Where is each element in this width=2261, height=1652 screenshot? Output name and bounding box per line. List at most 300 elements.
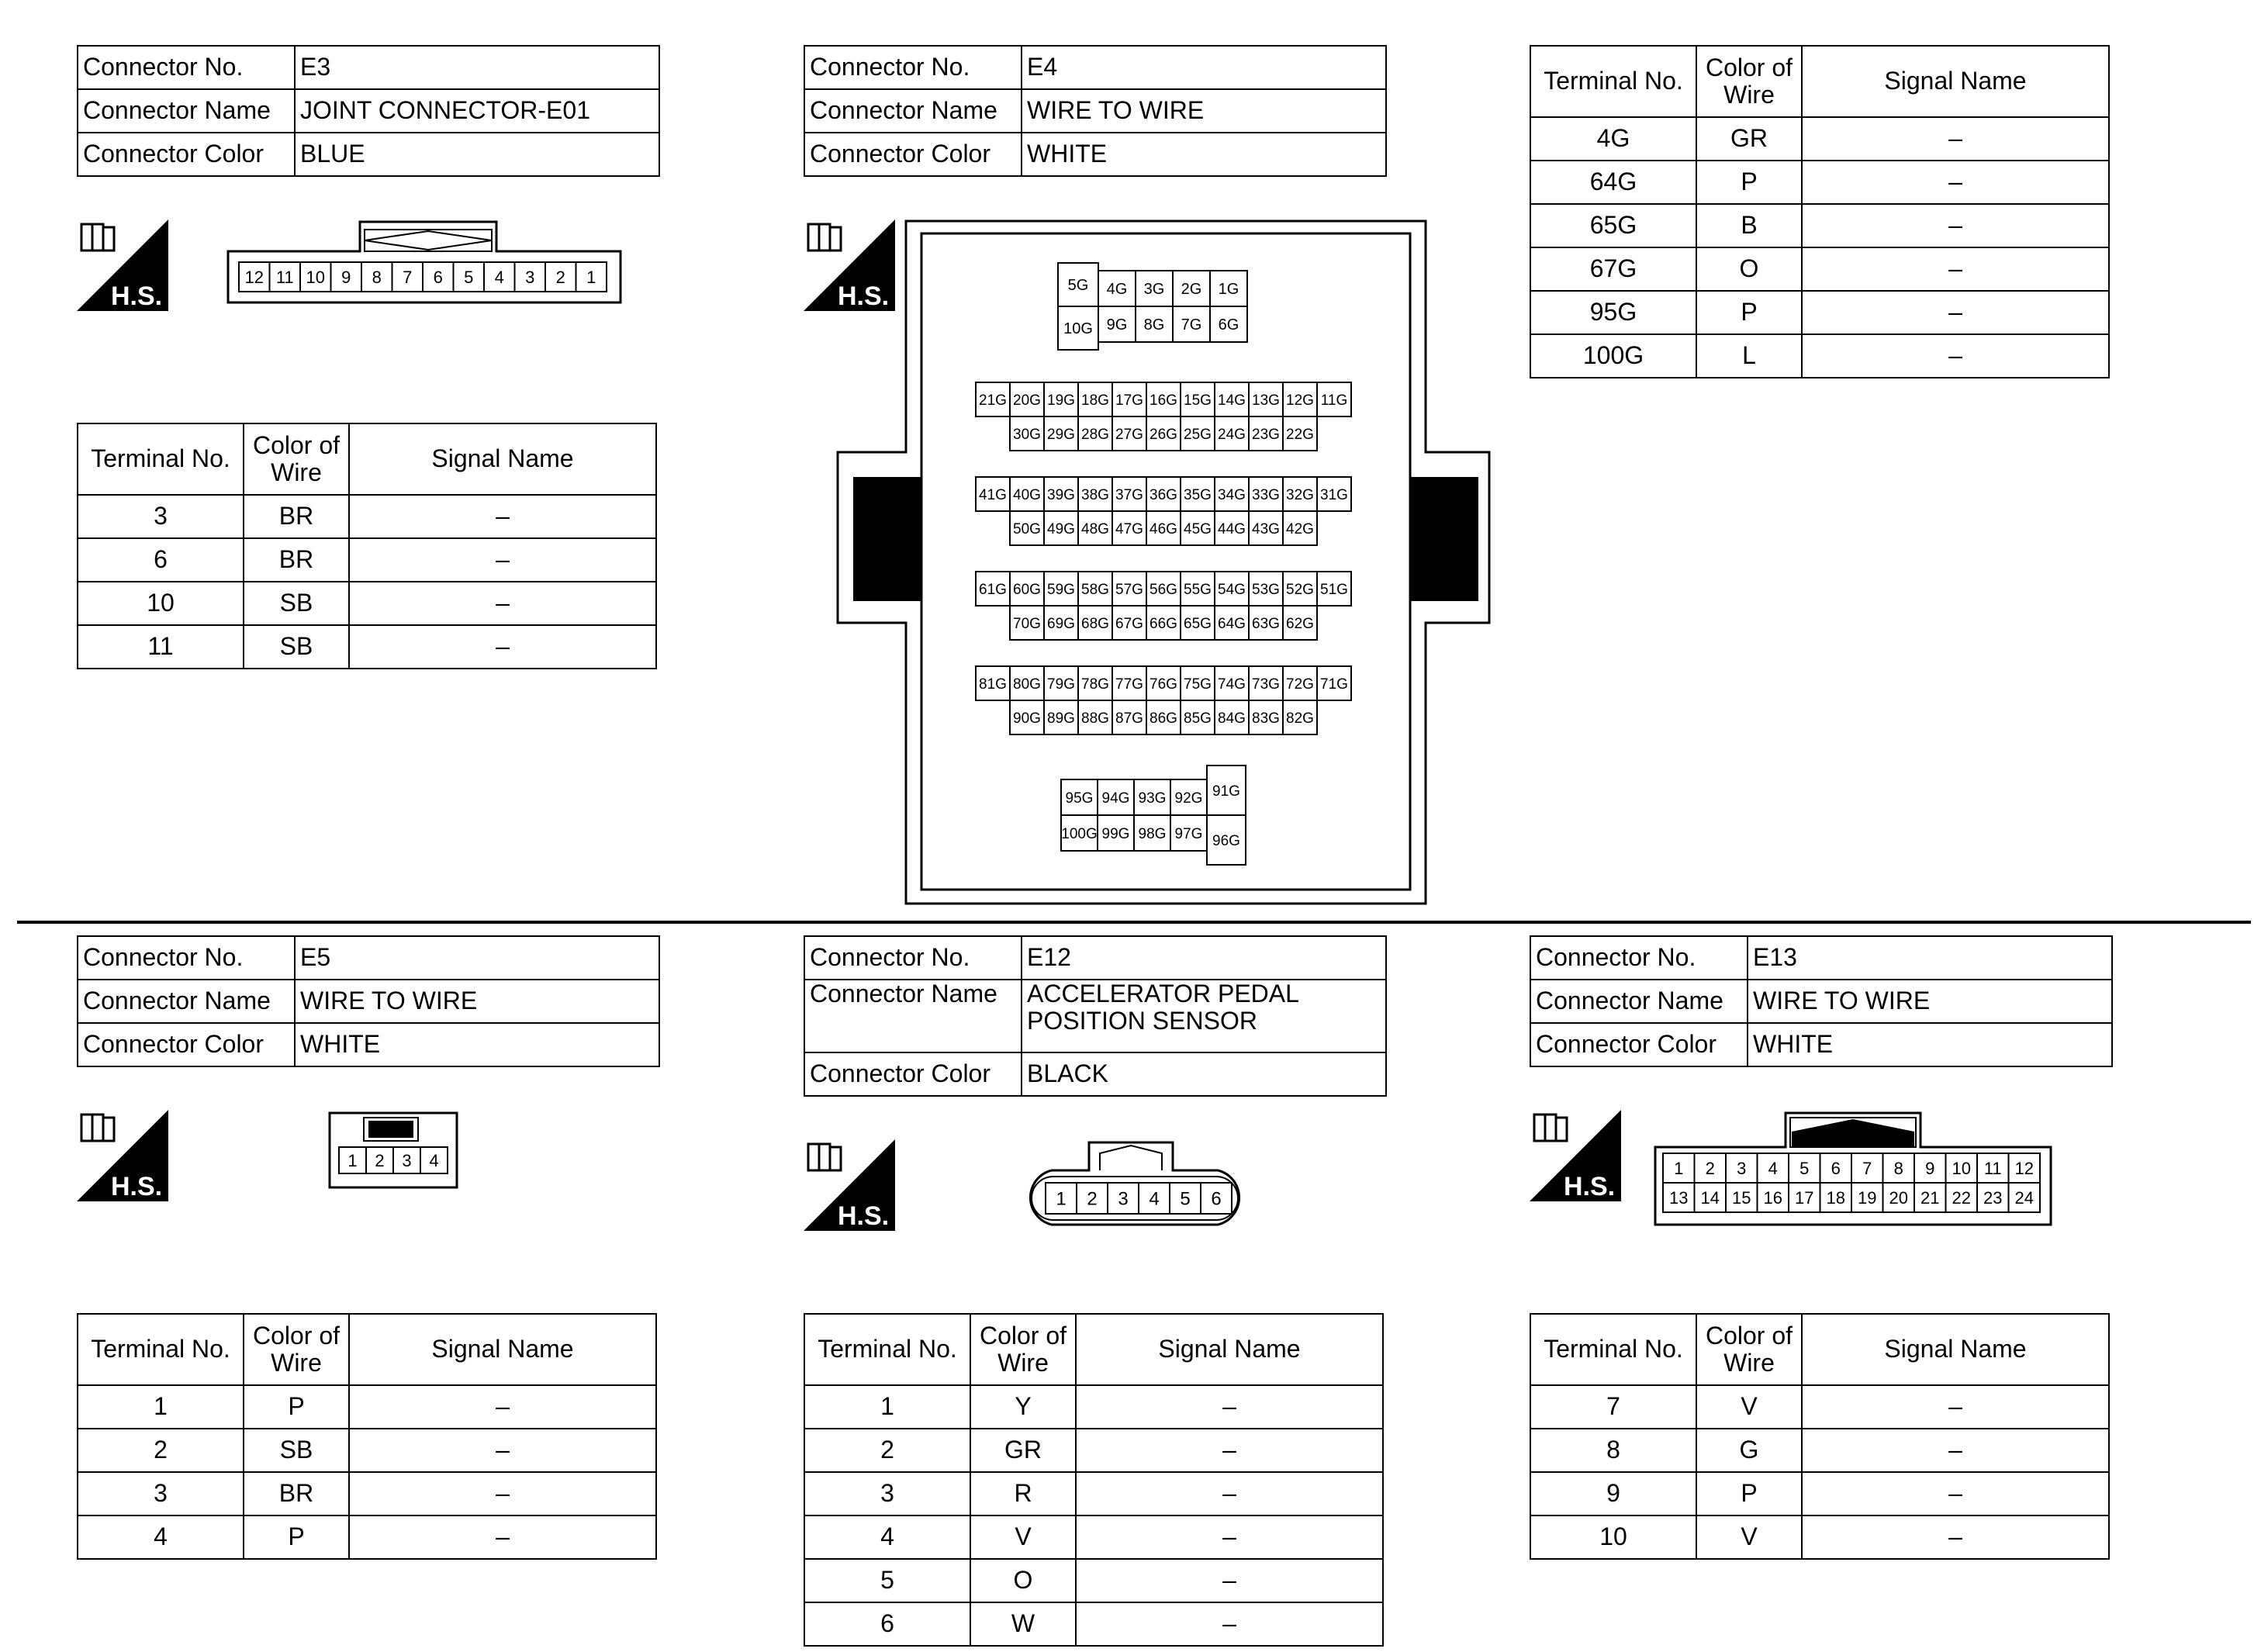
pin-label: 87G: [1115, 710, 1143, 727]
e3-info-table: [77, 45, 660, 177]
pin-label: 61G: [979, 581, 1007, 598]
e12-info-table: [804, 935, 1387, 1097]
pin-label: 5G: [1067, 277, 1089, 295]
pin-label: 18: [1826, 1187, 1845, 1208]
connector-no-value: E13: [1748, 936, 2112, 980]
harness-side-icon: [1530, 1110, 1621, 1201]
table-row: [1530, 1472, 2109, 1515]
table-row: [1530, 204, 2109, 247]
terminal-cell: 9: [1530, 1472, 1696, 1515]
table-header-row: [804, 1314, 1383, 1385]
connector-name-value: WIRE TO WIRE: [1748, 980, 2112, 1023]
pin-label: 88G: [1081, 710, 1109, 727]
table-row: [78, 1429, 656, 1472]
terminal-no-header: Terminal No.: [804, 1314, 970, 1385]
pin-label: 22G: [1286, 426, 1314, 443]
pin-label: 22: [1952, 1187, 1971, 1208]
connector-no-value: E4: [1022, 46, 1386, 89]
info-row: [804, 980, 1386, 1052]
connector-name-line: POSITION SENSOR: [1027, 1007, 1257, 1035]
pin-label: 33G: [1252, 486, 1280, 503]
connector-color-value: WHITE: [295, 1023, 659, 1066]
pin-label: 36G: [1150, 486, 1177, 503]
table-row: [804, 1472, 1383, 1515]
info-row: [804, 46, 1386, 89]
pin-label: 57G: [1115, 581, 1143, 598]
connector-name-label: Connector Name: [1530, 980, 1748, 1023]
terminal-cell: 3: [78, 1472, 244, 1515]
pin-label: 63G: [1252, 615, 1280, 632]
terminal-cell: 4G: [1530, 117, 1696, 161]
e13-connector-face: [1654, 1111, 2052, 1226]
harness-side-icon: [77, 219, 168, 311]
table-row: [1530, 1515, 2109, 1559]
pin-label: 1G: [1218, 281, 1239, 299]
connector-no-label: Connector No.: [78, 46, 295, 89]
connector-color-label: Connector Color: [804, 133, 1022, 176]
pin-label: 4G: [1106, 281, 1128, 299]
pin-label: 62G: [1286, 615, 1314, 632]
pin-label: 3: [402, 1150, 412, 1170]
pin-label: 55G: [1184, 581, 1212, 598]
terminal-cell: 11: [78, 625, 244, 669]
signal-cell: –: [349, 1429, 656, 1472]
terminal-cell: 3: [804, 1472, 970, 1515]
pin-label: 4: [494, 267, 504, 287]
table-row: [78, 1515, 656, 1559]
wire-cell: SB: [244, 625, 349, 669]
terminal-cell: 10: [1530, 1515, 1696, 1559]
pin-label: 84G: [1218, 710, 1246, 727]
pin-label: 6: [1831, 1158, 1841, 1178]
terminal-cell: 8: [1530, 1429, 1696, 1472]
info-row: [78, 133, 659, 176]
pin-label: 19: [1858, 1187, 1877, 1208]
e13-info-table: [1530, 935, 2113, 1067]
pin-label: 35G: [1184, 486, 1212, 503]
table-header-row: [78, 423, 656, 495]
pin-label: 3: [1118, 1188, 1129, 1210]
terminal-cell: 6: [78, 538, 244, 582]
pin-label: 73G: [1252, 676, 1280, 693]
info-row: [78, 936, 659, 980]
info-row: [804, 133, 1386, 176]
table-row: [804, 1559, 1383, 1602]
pin-label: 1: [586, 267, 596, 287]
wire-color-header: Color of Wire: [1696, 46, 1802, 117]
pin-label: 18G: [1081, 392, 1109, 409]
pin-label: 74G: [1218, 676, 1246, 693]
pin-label: 52G: [1286, 581, 1314, 598]
info-row: [78, 89, 659, 133]
pin-label: 16: [1763, 1187, 1782, 1208]
pin-label: 92G: [1174, 790, 1203, 807]
pin-label: 40G: [1013, 486, 1041, 503]
signal-name-header: Signal Name: [1076, 1314, 1383, 1385]
pin-label: 56G: [1150, 581, 1177, 598]
pin-label: 5: [1799, 1158, 1810, 1178]
signal-name-header: Signal Name: [1802, 46, 2109, 117]
pin-label: 6: [433, 267, 443, 287]
pin-label: 64G: [1218, 615, 1246, 632]
signal-cell: –: [1076, 1472, 1383, 1515]
pin-label: 21G: [979, 392, 1007, 409]
pin-label: 32G: [1286, 486, 1314, 503]
pin-label: 20G: [1013, 392, 1041, 409]
wire-cell: R: [970, 1472, 1076, 1515]
pin-label: 99G: [1101, 825, 1130, 842]
terminal-cell: 65G: [1530, 204, 1696, 247]
signal-cell: –: [1802, 334, 2109, 378]
wire-cell: V: [1696, 1385, 1802, 1429]
wire-cell: V: [1696, 1515, 1802, 1559]
table-header-row: [1530, 1314, 2109, 1385]
wire-color-header: Color of Wire: [244, 423, 349, 495]
pin-label: 2G: [1181, 281, 1202, 299]
pin-label: 6: [1211, 1188, 1222, 1210]
terminal-cell: 2: [804, 1429, 970, 1472]
pin-label: 51G: [1320, 581, 1348, 598]
pin-label: 66G: [1150, 615, 1177, 632]
info-row: [78, 1023, 659, 1066]
pin-label: 41G: [979, 486, 1007, 503]
pin-label: 15G: [1184, 392, 1212, 409]
pin-label: 4: [1768, 1158, 1778, 1178]
signal-cell: –: [349, 1515, 656, 1559]
signal-cell: –: [349, 1385, 656, 1429]
pin-label: 67G: [1115, 615, 1143, 632]
harness-side-icon: [804, 1139, 895, 1231]
table-header-row: [78, 1314, 656, 1385]
table-row: [1530, 1385, 2109, 1429]
pin-label: 30G: [1013, 426, 1041, 443]
signal-name-header: Signal Name: [1802, 1314, 2109, 1385]
pin-label: 53G: [1252, 581, 1280, 598]
pin-label: 10G: [1063, 320, 1093, 338]
pin-label: 42G: [1286, 520, 1314, 537]
signal-cell: –: [1076, 1385, 1383, 1429]
wire-cell: BR: [244, 1472, 349, 1515]
terminal-cell: 5: [804, 1559, 970, 1602]
terminal-no-header: Terminal No.: [1530, 46, 1696, 117]
connector-color-value: WHITE: [1748, 1023, 2112, 1066]
connector-no-label: Connector No.: [804, 936, 1022, 980]
e5-connector-face: [328, 1111, 458, 1189]
pin-label: 44G: [1218, 520, 1246, 537]
signal-cell: –: [349, 582, 656, 625]
pin-label: 19G: [1047, 392, 1075, 409]
info-row: [804, 89, 1386, 133]
pin-label: 28G: [1081, 426, 1109, 443]
table-row: [804, 1602, 1383, 1646]
harness-side-icon: [77, 1110, 168, 1201]
e12-signal-table: [804, 1313, 1384, 1647]
pin-label: 24G: [1218, 426, 1246, 443]
pin-label: 13G: [1252, 392, 1280, 409]
pin-label: 11G: [1320, 392, 1348, 409]
pin-label: 47G: [1115, 520, 1143, 537]
connector-no-label: Connector No.: [804, 46, 1022, 89]
pin-label: 6G: [1218, 316, 1239, 334]
signal-cell: –: [349, 538, 656, 582]
terminal-cell: 64G: [1530, 161, 1696, 204]
wire-cell: GR: [970, 1429, 1076, 1472]
hs-label: H.S.: [111, 1172, 163, 1201]
connector-no-value: E3: [295, 46, 659, 89]
pin-label: 1: [1056, 1188, 1067, 1210]
pin-label: 8: [1893, 1158, 1903, 1178]
signal-cell: –: [1076, 1429, 1383, 1472]
connector-name-label: Connector Name: [78, 980, 295, 1023]
signal-cell: –: [1802, 1515, 2109, 1559]
table-row: [78, 1472, 656, 1515]
wire-color-header: Color of Wire: [1696, 1314, 1802, 1385]
e3-connector-face: [226, 219, 624, 306]
e5-info-table: [77, 935, 660, 1067]
pin-label: 38G: [1081, 486, 1109, 503]
pin-label: 71G: [1320, 676, 1348, 693]
pin-label: 49G: [1047, 520, 1075, 537]
terminal-cell: 4: [78, 1515, 244, 1559]
wire-color-header: Color of Wire: [970, 1314, 1076, 1385]
e13-signal-table: [1530, 1313, 2110, 1560]
connector-name-value: [1022, 980, 1386, 1052]
terminal-no-header: Terminal No.: [78, 1314, 244, 1385]
terminal-cell: 6: [804, 1602, 970, 1646]
info-row: [1530, 980, 2112, 1023]
pin-label: 14: [1700, 1187, 1720, 1208]
wire-cell: O: [1696, 247, 1802, 291]
pin-label: 77G: [1115, 676, 1143, 693]
table-row: [1530, 117, 2109, 161]
signal-cell: –: [1802, 291, 2109, 334]
pin-label: 3: [525, 267, 535, 287]
e4-info-table: [804, 45, 1387, 177]
pin-label: 81G: [979, 676, 1007, 693]
section-divider: [17, 921, 2251, 924]
connector-name-value: WIRE TO WIRE: [1022, 89, 1386, 133]
pin-label: 2: [1705, 1158, 1715, 1178]
pin-label: 8: [372, 267, 382, 287]
table-row: [78, 582, 656, 625]
pin-label: 5: [1180, 1188, 1191, 1210]
terminal-cell: 4: [804, 1515, 970, 1559]
pin-label: 29G: [1047, 426, 1075, 443]
wire-cell: P: [244, 1385, 349, 1429]
info-row: [78, 980, 659, 1023]
table-row: [804, 1429, 1383, 1472]
wire-cell: V: [970, 1515, 1076, 1559]
pin-label: 34G: [1218, 486, 1246, 503]
info-row: [1530, 936, 2112, 980]
wire-color-header: Color of Wire: [244, 1314, 349, 1385]
info-row: [78, 46, 659, 89]
pin-label: 17: [1795, 1187, 1814, 1208]
pin-label: 98G: [1138, 825, 1167, 842]
signal-cell: –: [1076, 1515, 1383, 1559]
pin-label: 46G: [1150, 520, 1177, 537]
pin-label: 100G: [1061, 825, 1098, 842]
pin-label: 23G: [1252, 426, 1280, 443]
pin-label: 78G: [1081, 676, 1109, 693]
pin-label: 37G: [1115, 486, 1143, 503]
pin-label: 69G: [1047, 615, 1075, 632]
pin-label: 13: [1669, 1187, 1689, 1208]
wire-cell: GR: [1696, 117, 1802, 161]
e12-connector-face: [1022, 1139, 1247, 1226]
pin-label: 75G: [1184, 676, 1212, 693]
connector-name-value: JOINT CONNECTOR-E01: [295, 89, 659, 133]
pin-label: 60G: [1013, 581, 1041, 598]
terminal-cell: 1: [804, 1385, 970, 1429]
signal-cell: –: [1802, 247, 2109, 291]
pin-label: 91G: [1212, 783, 1240, 800]
e3-signal-table: [77, 423, 657, 669]
pin-label: 9G: [1106, 316, 1128, 334]
table-row: [78, 495, 656, 538]
connector-color-value: WHITE: [1022, 133, 1386, 176]
pin-label: 10: [306, 267, 325, 287]
pin-label: 72G: [1286, 676, 1314, 693]
connector-no-label: Connector No.: [78, 936, 295, 980]
table-row: [1530, 247, 2109, 291]
pin-label: 68G: [1081, 615, 1109, 632]
table-header-row: [1530, 46, 2109, 117]
table-row: [804, 1515, 1383, 1559]
pin-label: 24: [2014, 1187, 2034, 1208]
pin-label: 20: [1889, 1187, 1908, 1208]
pin-label: 58G: [1081, 581, 1109, 598]
pin-label: 25G: [1184, 426, 1212, 443]
signal-cell: –: [349, 1472, 656, 1515]
pin-label: 89G: [1047, 710, 1075, 727]
pin-label: 27G: [1115, 426, 1143, 443]
table-row: [1530, 161, 2109, 204]
pin-label: 12: [2014, 1158, 2034, 1178]
signal-cell: –: [1802, 117, 2109, 161]
table-row: [1530, 1429, 2109, 1472]
pin-label: 70G: [1013, 615, 1041, 632]
pin-label: 23: [1983, 1187, 2003, 1208]
pin-label: 85G: [1184, 710, 1212, 727]
pin-label: 4: [429, 1150, 439, 1170]
terminal-cell: 3: [78, 495, 244, 538]
connector-name-line: ACCELERATOR PEDAL: [1027, 980, 1299, 1007]
connector-color-label: Connector Color: [804, 1052, 1022, 1096]
pin-label: 31G: [1320, 486, 1348, 503]
pin-label: 21: [1920, 1187, 1940, 1208]
wire-cell: P: [1696, 1472, 1802, 1515]
pin-label: 1: [347, 1150, 358, 1170]
e5-signal-table: [77, 1313, 657, 1560]
pin-label: 2: [375, 1150, 385, 1170]
terminal-cell: 100G: [1530, 334, 1696, 378]
terminal-no-header: Terminal No.: [78, 423, 244, 495]
pin-label: 45G: [1184, 520, 1212, 537]
signal-cell: –: [1802, 204, 2109, 247]
pin-label: 94G: [1101, 790, 1130, 807]
hs-label: H.S.: [1564, 1172, 1616, 1201]
info-row: [804, 936, 1386, 980]
pin-label: 17G: [1115, 392, 1143, 409]
pin-label: 93G: [1138, 790, 1167, 807]
terminal-cell: 7: [1530, 1385, 1696, 1429]
pin-label: 80G: [1013, 676, 1041, 693]
pin-label: 26G: [1150, 426, 1177, 443]
pin-label: 59G: [1047, 581, 1075, 598]
pin-label: 43G: [1252, 520, 1280, 537]
pin-label: 95G: [1065, 790, 1094, 807]
signal-cell: –: [1802, 1472, 2109, 1515]
info-row: [804, 1052, 1386, 1096]
info-row: [1530, 1023, 2112, 1066]
pin-label: 9: [341, 267, 351, 287]
wire-cell: W: [970, 1602, 1076, 1646]
signal-cell: –: [1076, 1602, 1383, 1646]
signal-cell: –: [1076, 1559, 1383, 1602]
pin-label: 83G: [1252, 710, 1280, 727]
pin-label: 15: [1732, 1187, 1751, 1208]
pin-label: 3G: [1143, 281, 1165, 299]
pin-label: 3: [1737, 1158, 1747, 1178]
pin-label: 14G: [1218, 392, 1246, 409]
pin-label: 1: [1674, 1158, 1684, 1178]
pin-label: 76G: [1150, 676, 1177, 693]
pin-label: 2: [555, 267, 565, 287]
table-row: [1530, 291, 2109, 334]
pin-label: 97G: [1174, 825, 1203, 842]
connector-no-value: E12: [1022, 936, 1386, 980]
pin-label: 11: [1983, 1158, 2002, 1178]
connector-color-value: BLUE: [295, 133, 659, 176]
connector-color-label: Connector Color: [78, 1023, 295, 1066]
pin-label: 50G: [1013, 520, 1041, 537]
pin-label: 39G: [1047, 486, 1075, 503]
pin-label: 48G: [1081, 520, 1109, 537]
hs-label: H.S.: [838, 1201, 890, 1231]
terminal-cell: 2: [78, 1429, 244, 1472]
e4-signal-table: [1530, 45, 2110, 378]
pin-label: 12: [244, 267, 264, 287]
pin-label: 8G: [1143, 316, 1165, 334]
pin-label: 16G: [1150, 392, 1177, 409]
pin-label: 10: [1952, 1158, 1971, 1178]
signal-cell: –: [349, 495, 656, 538]
wire-cell: P: [244, 1515, 349, 1559]
pin-label: 7: [403, 267, 413, 287]
connector-name-label: Connector Name: [78, 89, 295, 133]
pin-label: 5: [464, 267, 474, 287]
connector-name-label: Connector Name: [804, 89, 1022, 133]
pin-label: 54G: [1218, 581, 1246, 598]
signal-cell: –: [1802, 1429, 2109, 1472]
hs-label: H.S.: [838, 282, 890, 311]
pin-label: 65G: [1184, 615, 1212, 632]
pin-label: 82G: [1286, 710, 1314, 727]
pin-label: 79G: [1047, 676, 1075, 693]
terminal-cell: 10: [78, 582, 244, 625]
pin-label: 90G: [1013, 710, 1041, 727]
connector-name-label: Connector Name: [804, 980, 1022, 1052]
table-row: [78, 538, 656, 582]
wire-cell: O: [970, 1559, 1076, 1602]
wire-cell: SB: [244, 1429, 349, 1472]
connector-color-label: Connector Color: [78, 133, 295, 176]
wire-cell: BR: [244, 538, 349, 582]
connector-color-label: Connector Color: [1530, 1023, 1748, 1066]
connector-name-value: WIRE TO WIRE: [295, 980, 659, 1023]
connector-color-value: BLACK: [1022, 1052, 1386, 1096]
